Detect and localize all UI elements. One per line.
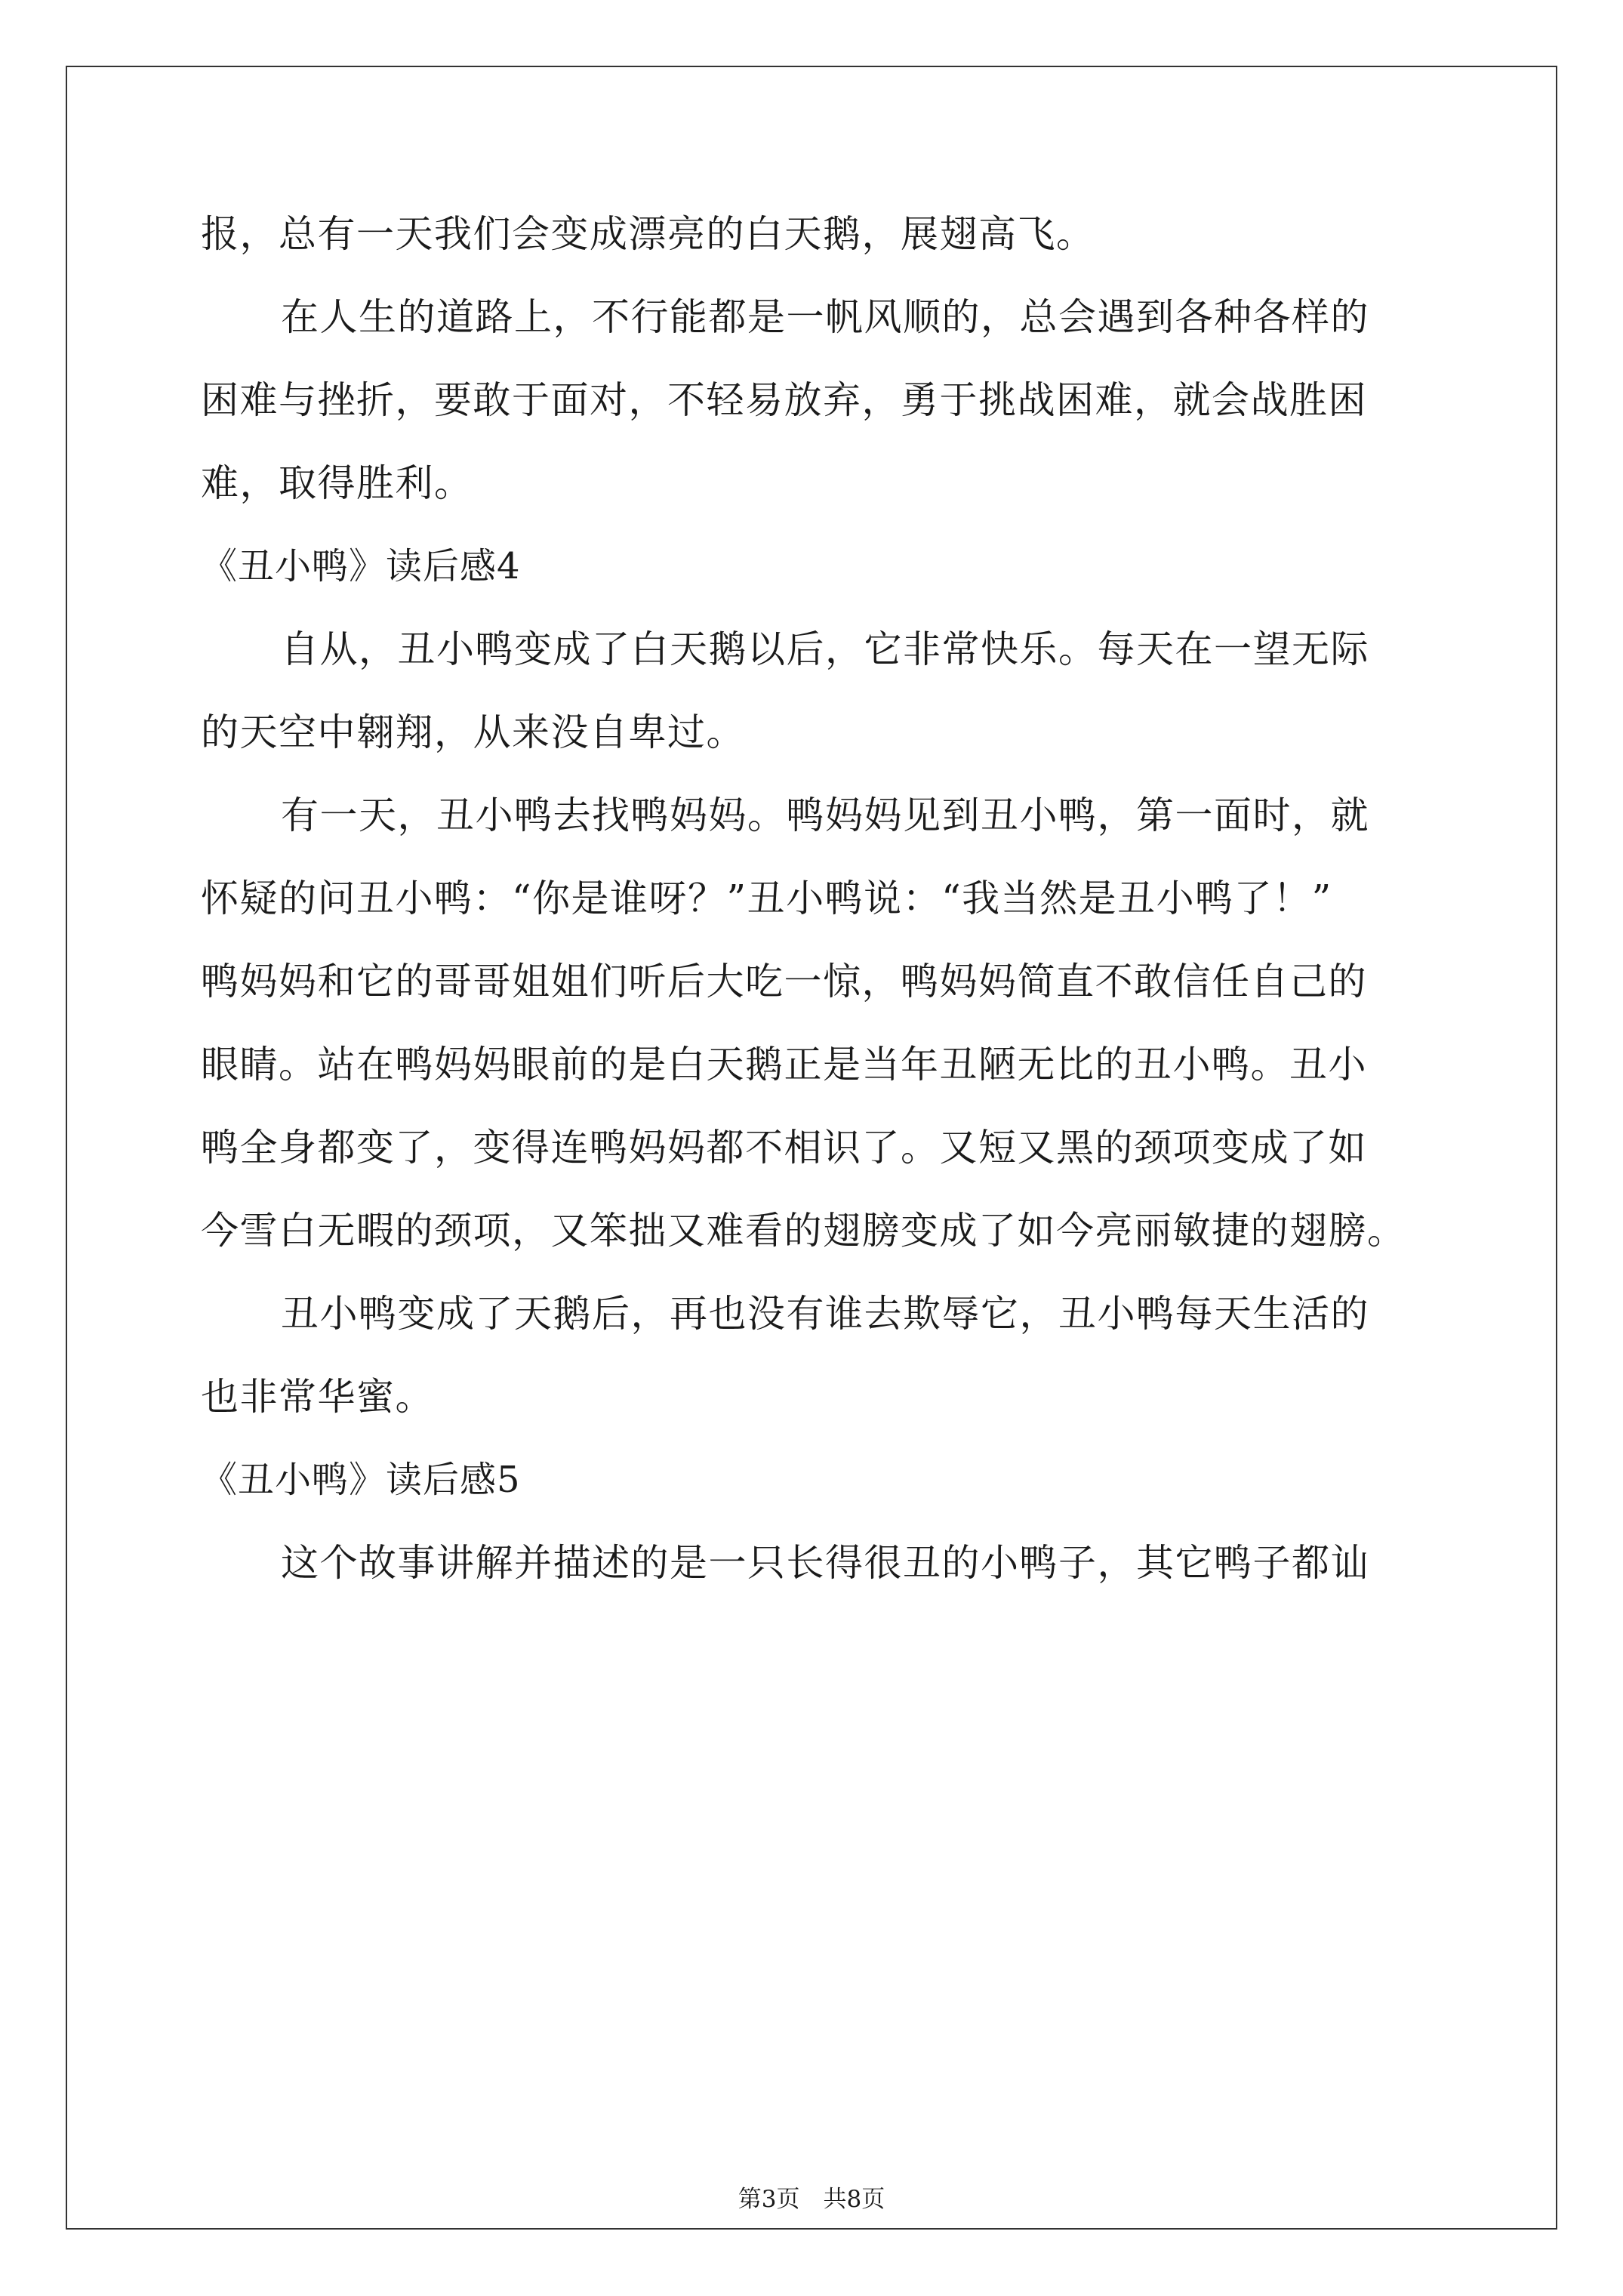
document-body (201, 193, 1439, 1604)
text-line: 自从，丑小鸭变成了白天鹅以后，它非常快乐。每天在一望无际 (281, 627, 1369, 671)
text-line: 丑小鸭变成了天鹅后，再也没有谁去欺辱它，丑小鸭每天生活的 (281, 1292, 1369, 1336)
text-line: 这个故事讲解并描述的是一只长得很丑的小鸭子，其它鸭子都讪 (281, 1541, 1369, 1585)
page-number-footer: 第3页 共8页 (738, 2186, 885, 2213)
text-line: 眼睛。站在鸭妈妈眼前的是白天鹅正是当年丑陋无比的丑小鸭。丑小 (201, 1043, 1367, 1086)
text-line: 有一天，丑小鸭去找鸭妈妈。鸭妈妈见到丑小鸭，第一面时，就 (281, 794, 1369, 837)
text-line: 的天空中翱翔，从来没自卑过。 (201, 710, 745, 754)
text-line: 今雪白无暇的颈项，又笨拙又难看的翅膀变成了如今亮丽敏捷的翅膀。 (201, 1209, 1406, 1253)
text-line: 怀疑的问丑小鸭：“你是谁呀？”丑小鸭说：“我当然是丑小鸭了！” (201, 877, 1332, 920)
section-heading: 《丑小鸭》读后感4 (201, 545, 521, 587)
section-heading: 《丑小鸭》读后感5 (201, 1459, 521, 1501)
text-line: 困难与挫折，要敢于面对，不轻易放弃，勇于挑战困难，就会战胜困 (201, 378, 1367, 422)
text-line: 也非常华蜜。 (201, 1375, 434, 1419)
text-line: 报，总有一天我们会变成漂亮的白天鹅，展翅高飞。 (201, 212, 1095, 256)
text-line: 鸭妈妈和它的哥哥姐姐们听后大吃一惊，鸭妈妈简直不敢信任自己的 (201, 960, 1367, 1003)
text-line: 在人生的道路上，不行能都是一帆风顺的，总会遇到各种各样的 (281, 295, 1369, 339)
text-line: 鸭全身都变了，变得连鸭妈妈都不相识了。又短又黑的颈项变成了如 (201, 1126, 1367, 1170)
text-line: 难，取得胜利。 (201, 461, 473, 505)
